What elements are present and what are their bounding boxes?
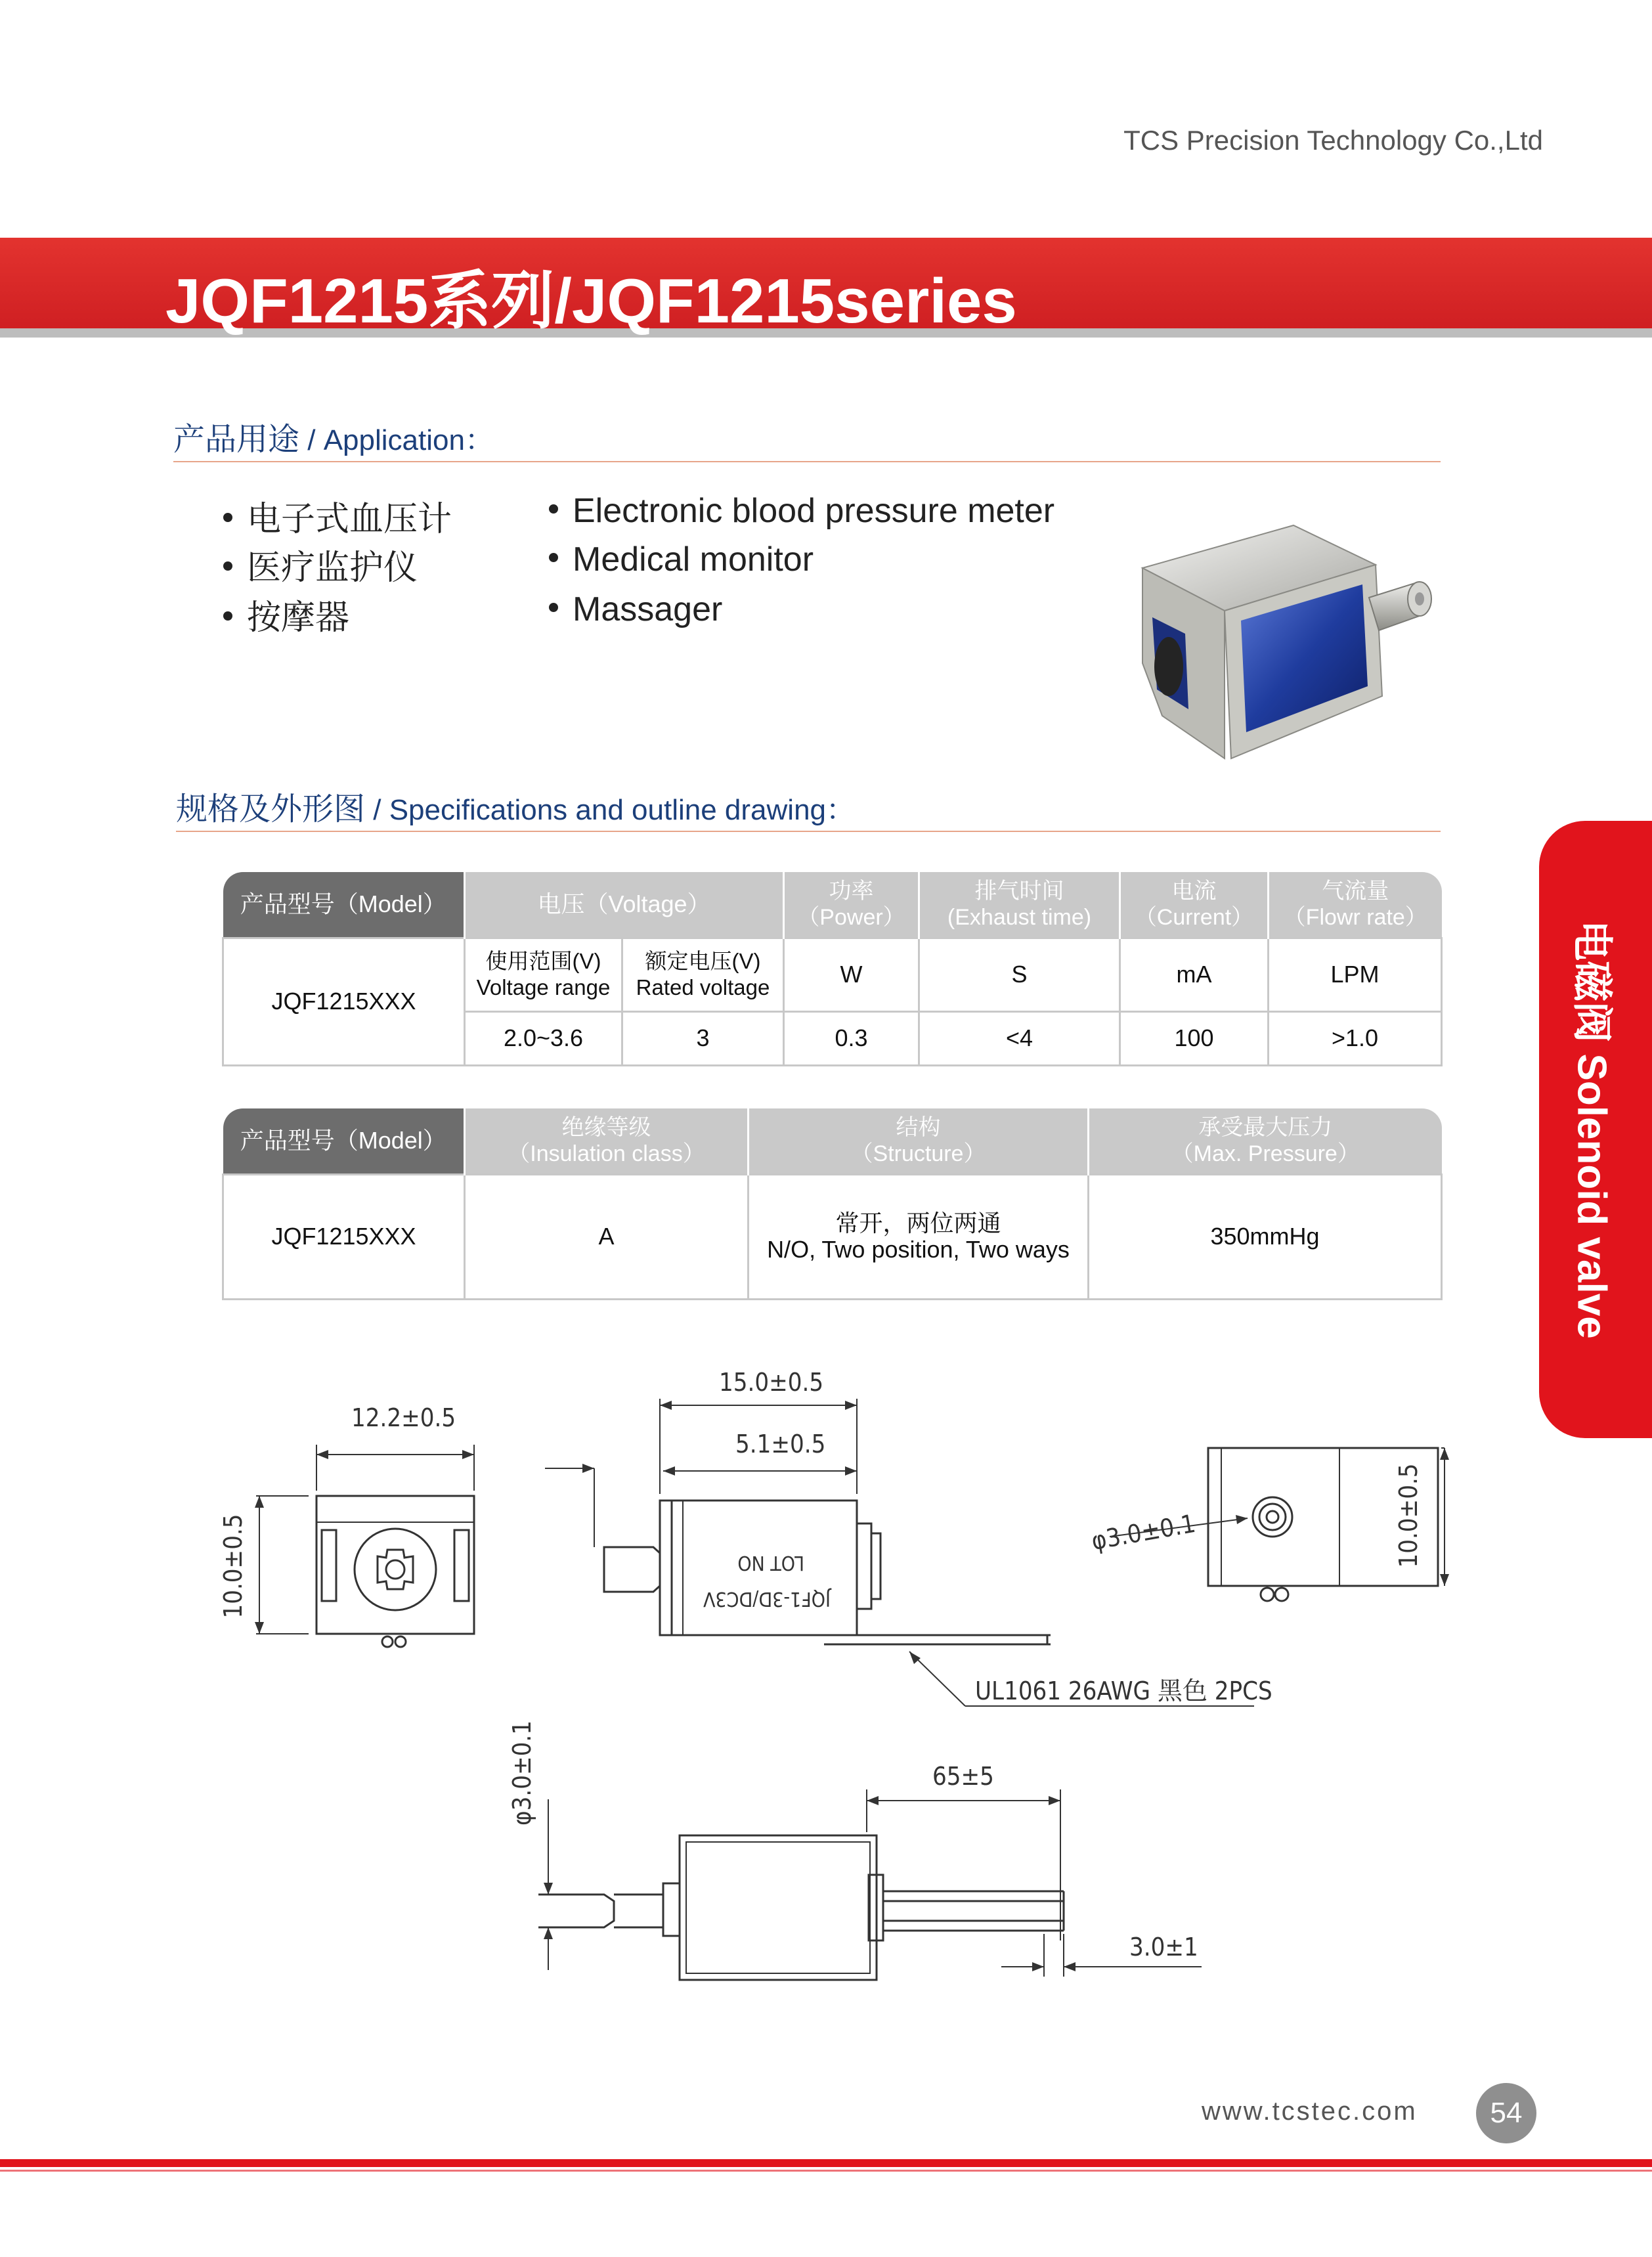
- th-power: 功率 （Power）: [784, 872, 919, 938]
- application-heading: [173, 414, 494, 459]
- specs-heading-cn: 规格及外形图: [176, 792, 366, 827]
- cell-model-2: JQF1215XXX: [223, 1174, 465, 1299]
- th-current: 电流 （Current）: [1120, 872, 1269, 938]
- th-flow: 气流量 （Flowr rate）: [1269, 872, 1442, 938]
- th-model: 产品型号（Model）: [223, 872, 465, 938]
- side-tab-label: 电磁阀 Solenoid valve: [1569, 920, 1615, 1339]
- application-item-cn-2: 医疗监护仪: [223, 540, 418, 589]
- cell-insulation: A: [465, 1174, 749, 1299]
- dim-height: 10.0±0.5: [219, 1514, 248, 1619]
- dim-port-dia-bottom: φ3.0±0.1: [508, 1720, 536, 1826]
- th-structure: 结构 （Structure）: [749, 1108, 1089, 1174]
- cell-pressure: 350mmHg: [1089, 1174, 1442, 1299]
- application-heading-en: Application：: [323, 424, 494, 456]
- cell-unit-current: mA: [1120, 938, 1269, 1011]
- product-photo: [1116, 499, 1458, 775]
- specs-heading: [176, 783, 855, 829]
- application-item-cn-1: 电子式血压计: [223, 491, 452, 540]
- label-lot: LOT NO: [737, 1551, 804, 1574]
- dim-inner: 5.1±0.5: [735, 1430, 826, 1458]
- dim-height-side: 10.0±0.5: [1394, 1463, 1423, 1568]
- application-item-en-3: Massager: [549, 590, 722, 629]
- company-name: TCS Precision Technology Co.,Ltd: [1123, 125, 1543, 156]
- specs-heading-sep: /: [365, 794, 389, 826]
- spec-table-structure: [222, 1108, 1443, 1300]
- cell-unit-flow: LPM: [1269, 938, 1442, 1011]
- cell-unit-exhaust: S: [919, 938, 1120, 1011]
- cell-structure: 常开，两位两通 N/O, Two position, Two ways: [749, 1174, 1089, 1299]
- cell-voltage-range: 2.0~3.6: [465, 1011, 622, 1065]
- specs-divider: [176, 831, 1441, 832]
- cell-current: 100: [1120, 1011, 1269, 1065]
- wire-spec: UL1061 26AWG 黑色 2PCS: [975, 1676, 1272, 1705]
- application-divider: [173, 461, 1441, 462]
- outline-drawing: [0, 1326, 1652, 1996]
- application-heading-sep: /: [299, 424, 324, 456]
- th-pressure: 承受最大压力 （Max. Pressure）: [1089, 1108, 1442, 1174]
- cell-exhaust: <4: [919, 1011, 1120, 1065]
- dim-wire-end: 3.0±1: [1129, 1933, 1198, 1961]
- dim-wire-len: 65±5: [932, 1762, 994, 1791]
- dim-port-dia: φ3.0±0.1: [1089, 1508, 1198, 1556]
- spec-table-electrical: [222, 872, 1443, 1066]
- cell-rated-voltage: 3: [622, 1011, 784, 1065]
- cell-rated-voltage-label: 额定电压(V) Rated voltage: [622, 938, 784, 1011]
- footer-line: [0, 2170, 1652, 2172]
- dim-width: 12.2±0.5: [351, 1403, 456, 1432]
- cell-power: 0.3: [784, 1011, 919, 1065]
- cell-unit-power: W: [784, 938, 919, 1011]
- footer-bar: [0, 2159, 1652, 2167]
- application-item-en-1: Electronic blood pressure meter: [549, 491, 1054, 531]
- th-voltage: 电压（Voltage）: [465, 872, 784, 938]
- th-model-2: 产品型号（Model）: [223, 1108, 465, 1174]
- page-title: JQF1215系列/JQF1215series: [165, 266, 1017, 336]
- dim-length: 15.0±0.5: [719, 1368, 824, 1397]
- specs-heading-en: Specifications and outline drawing：: [389, 794, 856, 826]
- cell-model: JQF1215XXX: [223, 938, 465, 1065]
- application-item-en-2: Medical monitor: [549, 540, 814, 579]
- application-item-cn-3: 按摩器: [223, 590, 349, 639]
- th-insulation: 绝缘等级 （Insulation class）: [465, 1108, 749, 1174]
- footer-url[interactable]: www.tcstec.com: [1202, 2097, 1418, 2126]
- cell-flow: >1.0: [1269, 1011, 1442, 1065]
- cell-voltage-range-label: 使用范围(V) Voltage range: [465, 938, 622, 1011]
- page-number: 54: [1476, 2083, 1536, 2143]
- label-model: JQF1-3D/DC3V: [703, 1587, 831, 1610]
- th-exhaust: 排气时间 (Exhaust time): [919, 872, 1120, 938]
- application-heading-cn: 产品用途: [173, 422, 300, 457]
